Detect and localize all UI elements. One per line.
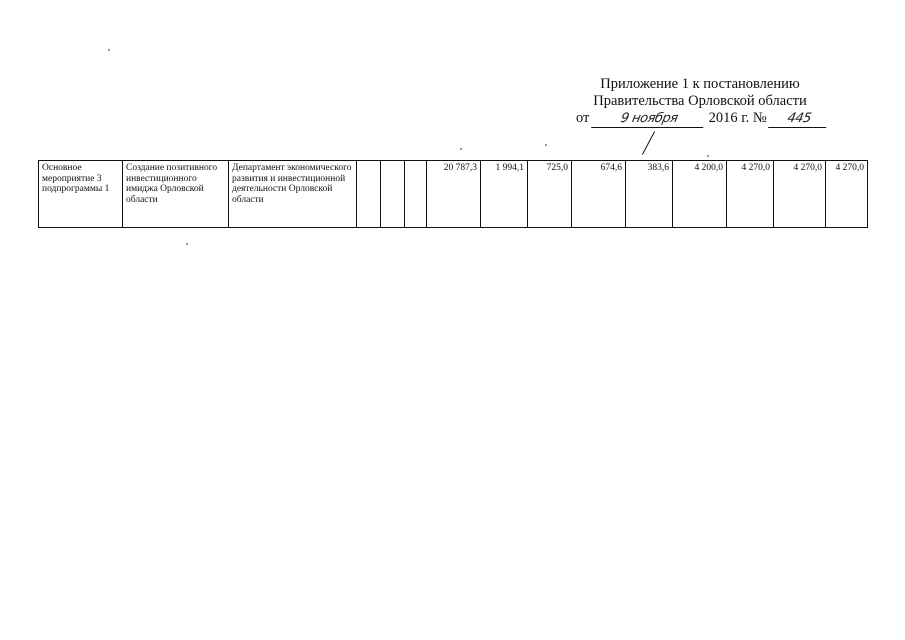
- value-cell: 20 787,3: [427, 161, 481, 228]
- year-text: 2016 г. №: [708, 110, 767, 126]
- value-cell: 4 270,0: [826, 161, 868, 228]
- document-header: [540, 76, 860, 128]
- value-cell: 4 270,0: [774, 161, 826, 228]
- header-line-2: Правительства Орловской области: [593, 93, 807, 109]
- handwritten-number: 445: [768, 110, 830, 128]
- value-cell: 4 200,0: [673, 161, 727, 228]
- description-cell: Создание позитивного инвестиционного имиджа Орловской области: [123, 161, 229, 228]
- scan-speck: [108, 49, 110, 51]
- date-prefix: от: [576, 110, 590, 126]
- activity-cell: Основное мероприятие 3 подпрограммы 1: [39, 161, 123, 228]
- value-cell: 1 994,1: [481, 161, 528, 228]
- scan-speck: [545, 144, 547, 146]
- handwritten-date: 9 ноября: [591, 110, 707, 128]
- empty-cell: [405, 161, 427, 228]
- responsible-cell: Департамент экономического развития и инвестиционной деятельности Орловской области: [229, 161, 357, 228]
- header-date-line: [540, 110, 860, 128]
- value-cell: 4 270,0: [727, 161, 774, 228]
- value-cell: 383,6: [626, 161, 673, 228]
- header-line-1: Приложение 1 к постановлению: [600, 76, 800, 92]
- value-cell: 725,0: [528, 161, 572, 228]
- pen-stroke-mark: [642, 131, 655, 154]
- scan-speck: [186, 243, 188, 245]
- scan-speck: [707, 155, 709, 157]
- table-row: [39, 161, 868, 228]
- empty-cell: [357, 161, 381, 228]
- value-cell: 674,6: [572, 161, 626, 228]
- program-table: [38, 160, 868, 228]
- empty-cell: [381, 161, 405, 228]
- scan-speck: [460, 148, 462, 150]
